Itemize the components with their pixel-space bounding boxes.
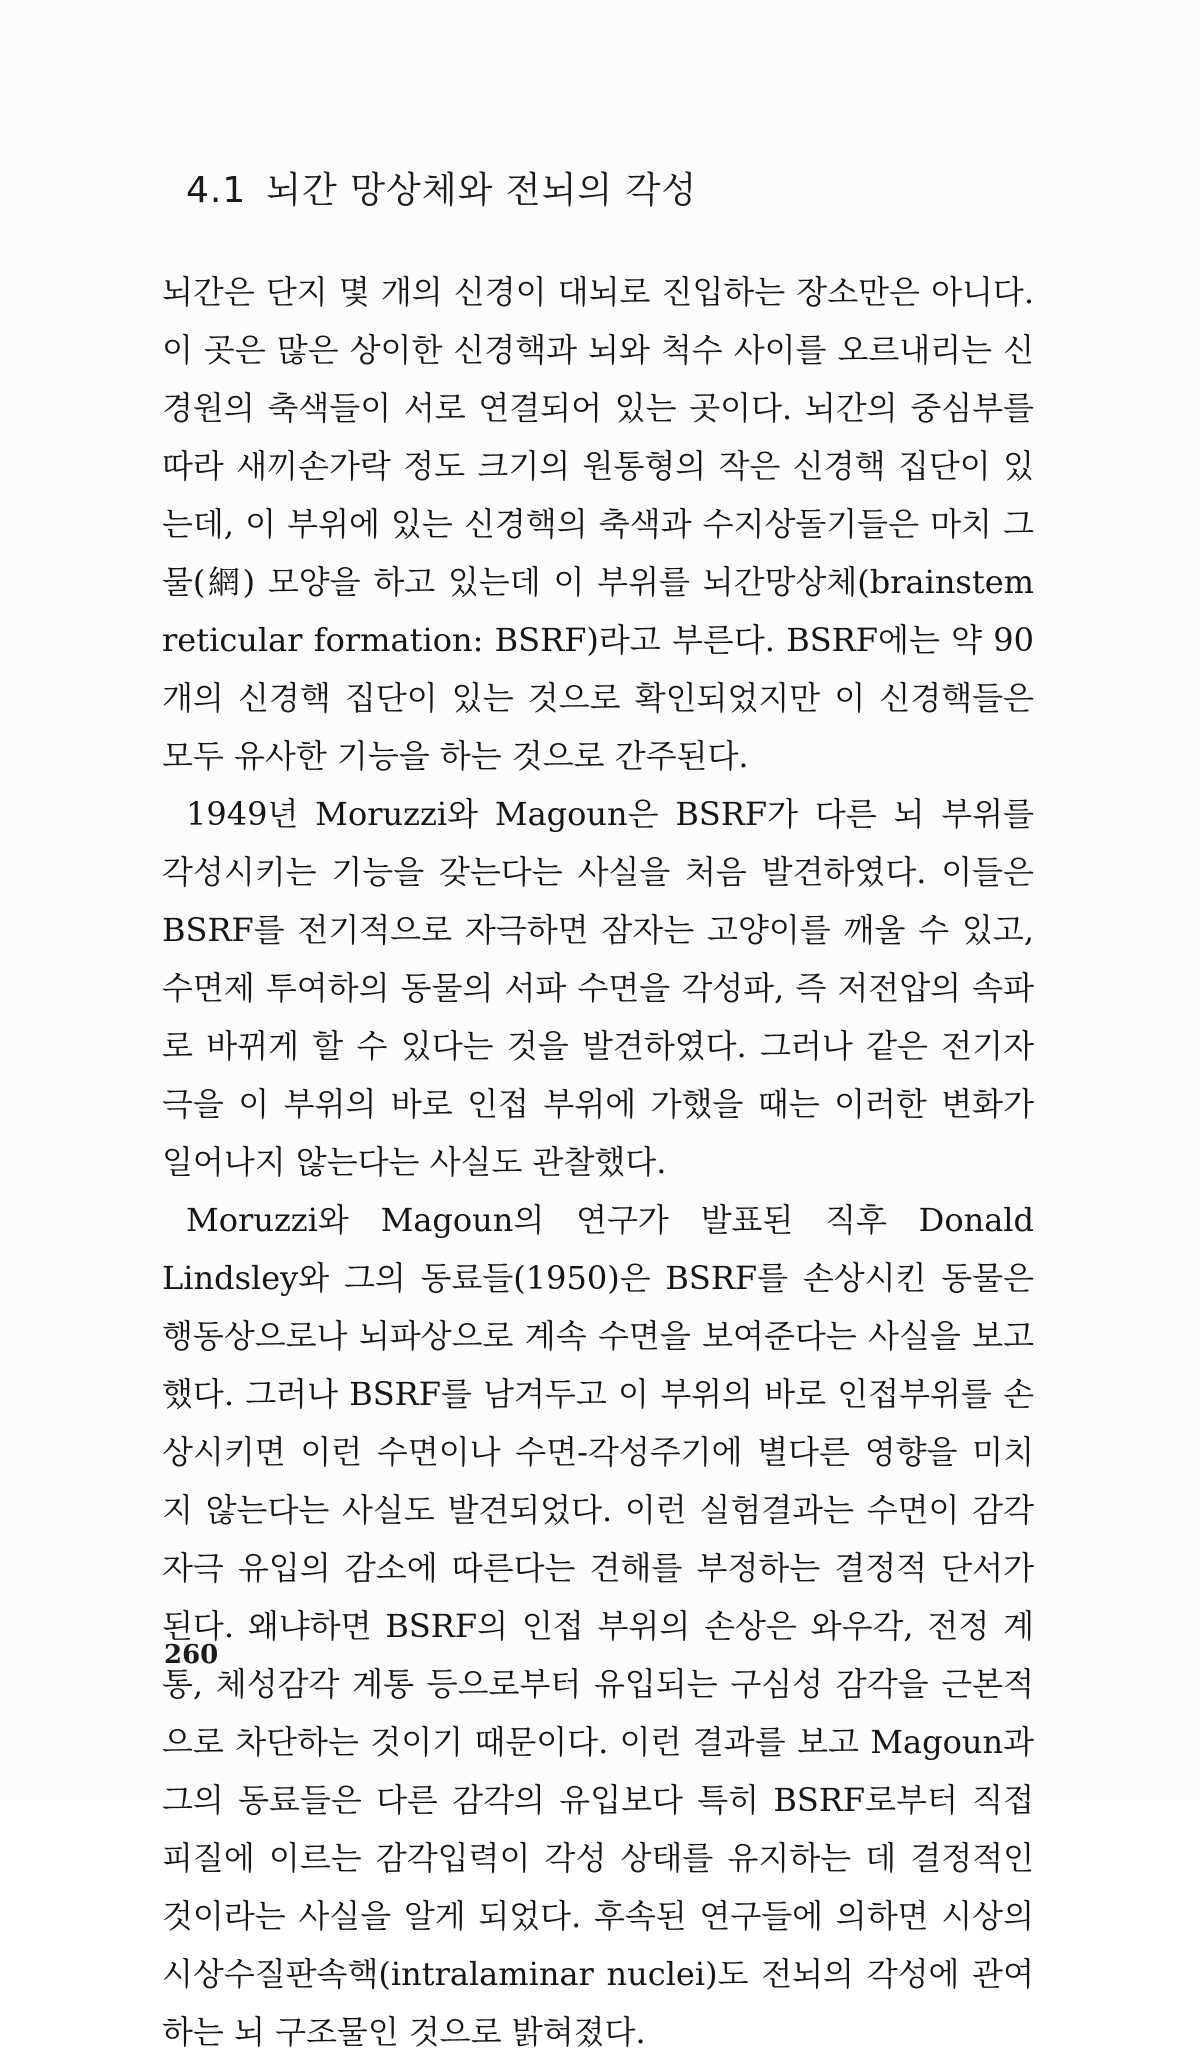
- paragraph-3: Moruzzi와 Magoun의 연구가 발표된 직후 Donald Lindsley와 그의 동료들(1950)은 BSRF를 손상시킨 동물은 행동상으로나 뇌파상으로 계속 수면을 보여준다는 사실을 보고했다. 그러나 BSRF를 남겨두고 이 부위의 바로 인접부위를 손상시키면 이런 수면이나 수면-각성주기에 별다른 영향을 미치지 않는다는 사실도 발견되었다. 이런 실험결과는 수면이 감각자극 유입의 감소에 따른다는 견해를 부정하는 결정적 단서가 된다. 왜냐하면 BSRF의 인접 부위의 손상은 와우각, 전정 계통, 체성감각 계통 등으로부터 유입되는 구심성 감각을 근본적으로 차단하는 것이기 때문이다. 이런 결과를 보고 Magoun과 그의 동료들은 다른 감각의 유입보다 특히 BSRF로부터 직접 피질에 이르는 감각입력이 각성 상태를 유지하는 데 결정적인 것이라는 사실을 알게 되었다. 후속된 연구들에 의하면 시상의 시상수질판속핵(intralaminar nuclei)도 전뇌의 각성에 관여하는 뇌 구조물인 것으로 밝혀졌다.: [162, 1201, 1034, 2051]
- section-heading: [186, 162, 697, 213]
- section-title: 뇌간 망상체와 전뇌의 각성: [266, 170, 698, 211]
- section-number: 4.1: [186, 170, 247, 211]
- paragraph-1: 뇌간은 단지 몇 개의 신경이 대뇌로 진입하는 장소만은 아니다. 이 곳은 많은 상이한 신경핵과 뇌와 척수 사이를 오르내리는 신경원의 축색들이 서로 연결되어 있는 곳이다. 뇌간의 중심부를 따라 새끼손가락 정도 크기의 원통형의 작은 신경핵 집단이 있는데, 이 부위에 있는 신경핵의 축색과 수지상돌기들은 마치 그물(網) 모양을 하고 있는데 이 부위를 뇌간망상체(brainstem reticular formation: BSRF)라고 부른다. BSRF에는 약 90개의 신경핵 집단이 있는 것으로 확인되었지만 이 신경핵들은 모두 유사한 기능을 하는 것으로 간주된다.: [162, 273, 1034, 775]
- body-text: [162, 263, 1034, 2061]
- page-number: 260: [164, 1640, 219, 1670]
- paragraph-2: 1949년 Moruzzi와 Magoun은 BSRF가 다른 뇌 부위를 각성시키는 기능을 갖는다는 사실을 처음 발견하였다. 이들은 BSRF를 전기적으로 자극하면 잠자는 고양이를 깨울 수 있고, 수면제 투여하의 동물의 서파 수면을 각성파, 즉 저전압의 속파로 바뀌게 할 수 있다는 것을 발견하였다. 그러나 같은 전기자극을 이 부위의 바로 인접 부위에 가했을 때는 이러한 변화가 일어나지 않는다는 사실도 관찰했다.: [162, 795, 1034, 1181]
